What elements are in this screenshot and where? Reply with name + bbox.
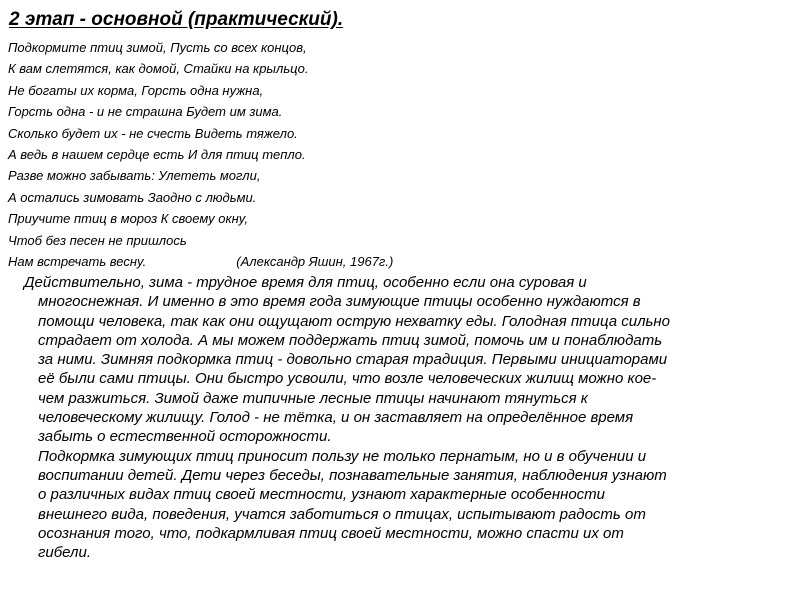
prose-line: её были сами птицы. Они быстро усвоили, что возле человеческих жилищ можно кое- [38, 370, 657, 388]
prose-line: Подкормка зимующих птиц приносит пользу не только пернатым, но и в обучении и [38, 447, 647, 465]
prose-line: человеческому жилищу. Голод - не тётка, и он заставляет на определённое время [38, 409, 634, 427]
prose-line: осознания того, что, подкармливая птиц своей местности, можно спасти их от [38, 524, 624, 542]
poem-line: Сколько будет их - не счесть Видеть тяжело. [8, 125, 298, 141]
prose-line: о различных видах птиц своей местности, узнают характерные особенности [38, 486, 606, 504]
poem-line: А ведь в нашем сердце есть И для птиц тепло. [8, 147, 306, 163]
prose-line: многоснежная. И именно в это время года зимующие птицы особенно нуждаются в [38, 293, 641, 311]
section-title: 2 этап - основной (практический). [9, 9, 344, 30]
poem-line: Чтоб без песен не пришлось [8, 232, 187, 248]
poem [8, 37, 788, 272]
prose-line: страдает от холода. А мы можем поддержать птиц зимой, помочь им и понаблюдать [38, 331, 663, 349]
poem-line-text: Нам встречать весну. [8, 254, 147, 270]
prose-line: забыть о естественной осторожности. [38, 428, 332, 446]
prose-line: Действительно, зима - трудное время для птиц, особенно если она суровая и [24, 274, 587, 291]
poem-last-line [8, 251, 788, 272]
prose-line: гибели. [38, 544, 91, 562]
prose-line: чем разжиться. Зимой даже типичные лесные птицы начинают тянуться к [38, 389, 588, 407]
poem-line: Приучите птиц в мороз К своему окну, [8, 211, 249, 227]
prose-line: помощи человека, так как они ощущают острую нехватку еды. Голодная птица сильно [38, 312, 671, 330]
prose-line: за ними. Зимняя подкормка птиц - довольно старая традиция. Первыми инициаторами [38, 351, 668, 369]
poem-line: Не богаты их корма, Горсть одна нужна, [8, 82, 264, 98]
poem-line: Горсть одна - и не страшна Будет им зима. [8, 104, 283, 120]
poem-line: А остались зимовать Заодно с людьми. [8, 189, 257, 205]
poem-line: К вам слетятся, как домой, Стайки на крыльцо. [8, 61, 309, 77]
prose-line: воспитании детей. Дети через беседы, познавательные занятия, наблюдения узнают [38, 466, 667, 484]
prose-text [24, 273, 798, 562]
poem-author: (Александр Яшин, 1967г.) [236, 254, 394, 270]
prose-line: внешнего вида, поведения, учатся заботиться о птицах, испытывают радость от [38, 505, 646, 523]
poem-line: Подкормите птиц зимой, Пусть со всех концов, [8, 40, 307, 55]
poem-line: Разве можно забывать: Улететь могли, [8, 168, 261, 184]
